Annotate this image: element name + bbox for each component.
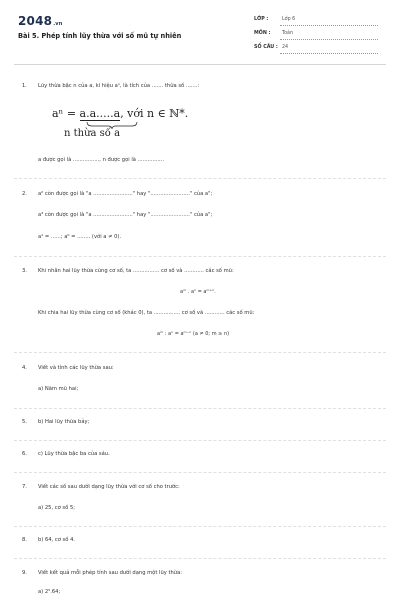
- question-separator: [14, 526, 386, 527]
- fill-in-line: Khi nhân hai lũy thừa cùng cơ số, ta ................ cơ số và ............ các số mũ:: [38, 268, 234, 274]
- question-text: Viết kết quả mỗi phép tính sau dưới dạng một lũy thừa:: [38, 570, 183, 576]
- question-number: 2.: [22, 191, 27, 197]
- question-number: 7.: [22, 484, 27, 490]
- fill-in-line: a² còn được gọi là "a ........................" hay "........................" của a";: [38, 191, 213, 197]
- question-number: 6.: [22, 451, 27, 457]
- question-separator: [14, 256, 386, 257]
- question-number: 1.: [22, 83, 27, 89]
- meta-underline: [280, 53, 378, 54]
- question-separator: [14, 440, 386, 441]
- meta-value-class: Lớp 6: [282, 17, 296, 22]
- question-subitem: c) Lũy thừa bậc ba của sáu.: [38, 451, 110, 457]
- fill-in-line: a¹ = ......; a⁰ = ........ (với a ≠ 0).: [38, 234, 122, 240]
- division-formula: aᵐ : aⁿ = aᵐ⁻ⁿ (a ≠ 0; m ≥ n): [157, 331, 230, 337]
- meta-underline: [280, 25, 378, 26]
- question-number: 3.: [22, 268, 27, 274]
- question-subitem: a) 25, cơ số 5;: [38, 505, 75, 511]
- question-subitem: b) Hai lũy thừa bảy;: [38, 419, 90, 425]
- question-number: 5.: [22, 419, 27, 425]
- meta-label-subject: MÔN :: [254, 31, 271, 36]
- page-title: Bài 5. Phép tính lũy thừa với số mũ tự nhiên: [18, 32, 182, 40]
- question-separator: [14, 178, 386, 179]
- meta-label-count: SỐ CÂU :: [254, 45, 278, 50]
- power-definition-formula: aⁿ = a.a.....a, với n ∈ ℕ*.: [52, 107, 189, 120]
- meta-underline: [280, 39, 378, 40]
- question-separator: [14, 408, 386, 409]
- meta-value-subject: Toán: [282, 31, 294, 36]
- question-text: Viết các số sau dưới dạng lũy thừa với cơ số cho trước:: [38, 484, 180, 490]
- meta-label-class: LỚP :: [254, 17, 269, 22]
- question-subitem: b) 64, cơ số 4.: [38, 537, 76, 543]
- fill-in-line: Khi chia hai lũy thừa cùng cơ số (khác 0), ta ................ cơ số và ............ các số mũ:: [38, 310, 255, 316]
- underbrace-label: n thừa số a: [64, 128, 121, 139]
- question-subitem: a) 2⁵.64;: [38, 589, 61, 595]
- question-number: 8.: [22, 537, 27, 543]
- question-text: Viết và tính các lũy thừa sau:: [38, 365, 114, 371]
- question-text: Lũy thừa bậc n của a, kí hiệu aⁿ, là tích của ....... thừa số .......:: [38, 83, 200, 89]
- header-divider: [14, 64, 386, 65]
- fill-in-line: a được gọi là ................, n được gọi là ................: [38, 157, 164, 163]
- fill-in-line: a³ còn được gọi là "a ........................" hay "........................" của a";: [38, 212, 213, 218]
- question-separator: [14, 558, 386, 559]
- meta-value-count: 24: [282, 45, 289, 50]
- multiplication-formula: aᵐ . aⁿ = aᵐ⁺ⁿ.: [180, 289, 216, 295]
- logo: 2048.vn: [18, 14, 63, 28]
- question-subitem: a) Năm mũ hai;: [38, 386, 79, 392]
- question-separator: [14, 352, 386, 353]
- question-separator: [14, 472, 386, 473]
- question-number: 9.: [22, 570, 27, 576]
- question-number: 4.: [22, 365, 27, 371]
